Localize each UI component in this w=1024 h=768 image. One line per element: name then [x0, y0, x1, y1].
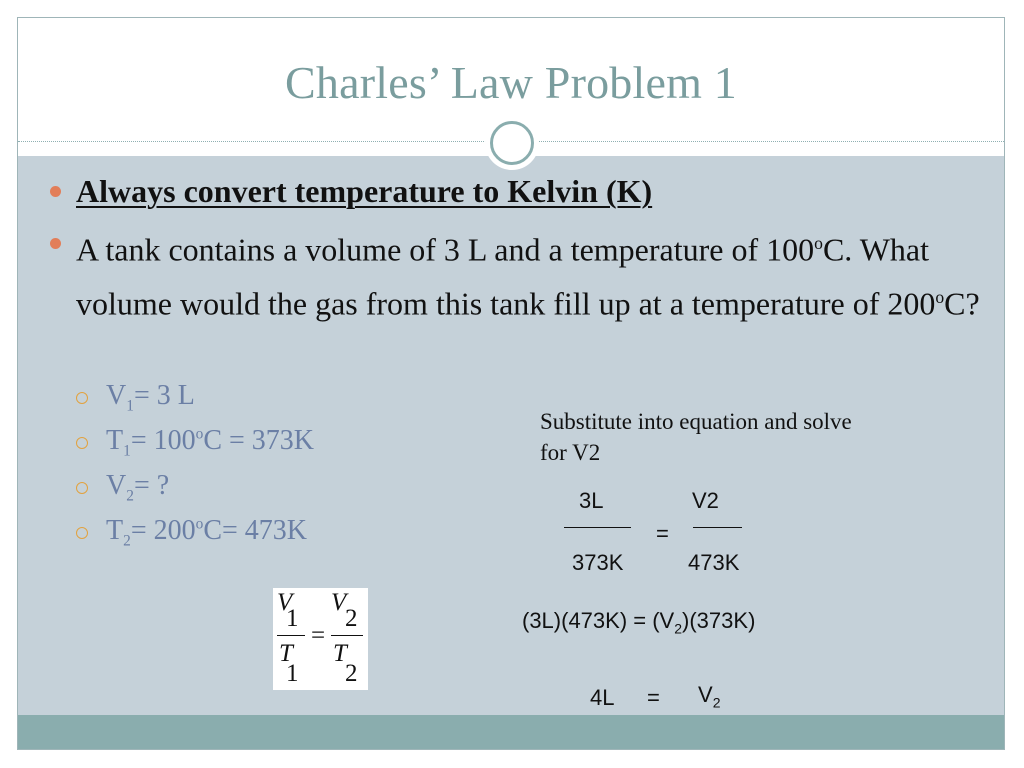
sub-item-t2-text: [106, 515, 307, 551]
equation-equals: =: [656, 521, 669, 546]
value: = 100: [130, 425, 196, 456]
subscript: 2: [126, 487, 134, 505]
formula-fraction-line-left: [277, 635, 305, 636]
slide-title: Charles’ Law Problem 1: [285, 57, 737, 108]
substitute-note: Substitute into equation and solve for V2: [540, 409, 852, 465]
bullet-dot-icon: [50, 186, 61, 197]
subscript: 2: [674, 620, 683, 637]
divider-circle-icon: [485, 116, 539, 170]
denominator-left: 373K: [572, 550, 624, 575]
value: C = 373K: [203, 425, 314, 456]
bullet-dot-icon: [50, 238, 61, 249]
bullet-kelvin-text: Always convert temperature to Kelvin (K): [76, 173, 653, 209]
sub-bullet-icon: [76, 392, 88, 404]
subscript: 2: [712, 694, 721, 711]
sub-item-v2-text: [106, 470, 169, 506]
formula-t1-sub: 1: [286, 660, 299, 687]
fraction-line-right: [693, 527, 742, 528]
formula-v2-sub: 2: [345, 605, 358, 632]
formula-v1-sub: 1: [286, 605, 299, 632]
divider-ring: [490, 121, 534, 165]
problem-text-1: A tank contains a volume of 3 L and a temperature of 100: [76, 231, 815, 268]
formula-t2-var: T: [333, 640, 347, 667]
formula-t1-var: T: [279, 640, 293, 667]
value: = ?: [133, 470, 170, 501]
footer-bar: [18, 715, 1004, 750]
formula-fraction-line-right: [331, 635, 363, 636]
degree-sup: o: [195, 515, 204, 533]
result-equals: =: [647, 685, 660, 710]
sub-bullet-icon: [76, 482, 88, 494]
sub-item-t1-text: [106, 425, 314, 461]
denominator-right: 473K: [688, 550, 740, 575]
subscript: 1: [126, 397, 134, 415]
degree-sup: o: [935, 286, 945, 307]
problem-text-2: C. What volume would the gas from this tank fill up at a temperature of 200: [76, 231, 936, 322]
formula-v2-var: V: [331, 589, 347, 616]
result-left: 4L: [590, 685, 615, 710]
numerator-left: 3L: [579, 488, 604, 513]
value: = 200: [130, 515, 196, 546]
cross-multiply: [522, 608, 755, 636]
var: T: [106, 425, 124, 456]
value: C= 473K: [203, 515, 307, 546]
degree-sup: o: [814, 233, 823, 253]
numerator-right: V2: [692, 488, 719, 513]
var: V: [698, 682, 713, 707]
charles-law-formula: [273, 588, 368, 690]
sub-item-v1-text: [106, 380, 195, 416]
formula-equals: =: [311, 622, 326, 649]
problem-text-3: C?: [944, 285, 980, 322]
var: V: [106, 470, 127, 501]
var: V: [106, 380, 127, 411]
value: = 3 L: [133, 380, 195, 411]
fraction-line-left: [564, 527, 631, 528]
sub-bullet-icon: [76, 437, 88, 449]
formula-t2-sub: 2: [345, 660, 358, 687]
subscript: 2: [123, 532, 131, 550]
bullet-problem-text: [76, 220, 986, 327]
result-right: [698, 682, 720, 710]
degree-sup: o: [195, 425, 204, 443]
cross-text-a: (3L)(473K) = (V: [522, 608, 675, 633]
var: T: [106, 515, 124, 546]
cross-text-b: )(373K): [682, 608, 756, 633]
formula-v1-var: V: [277, 589, 293, 616]
subscript: 1: [123, 442, 131, 460]
sub-bullet-icon: [76, 527, 88, 539]
